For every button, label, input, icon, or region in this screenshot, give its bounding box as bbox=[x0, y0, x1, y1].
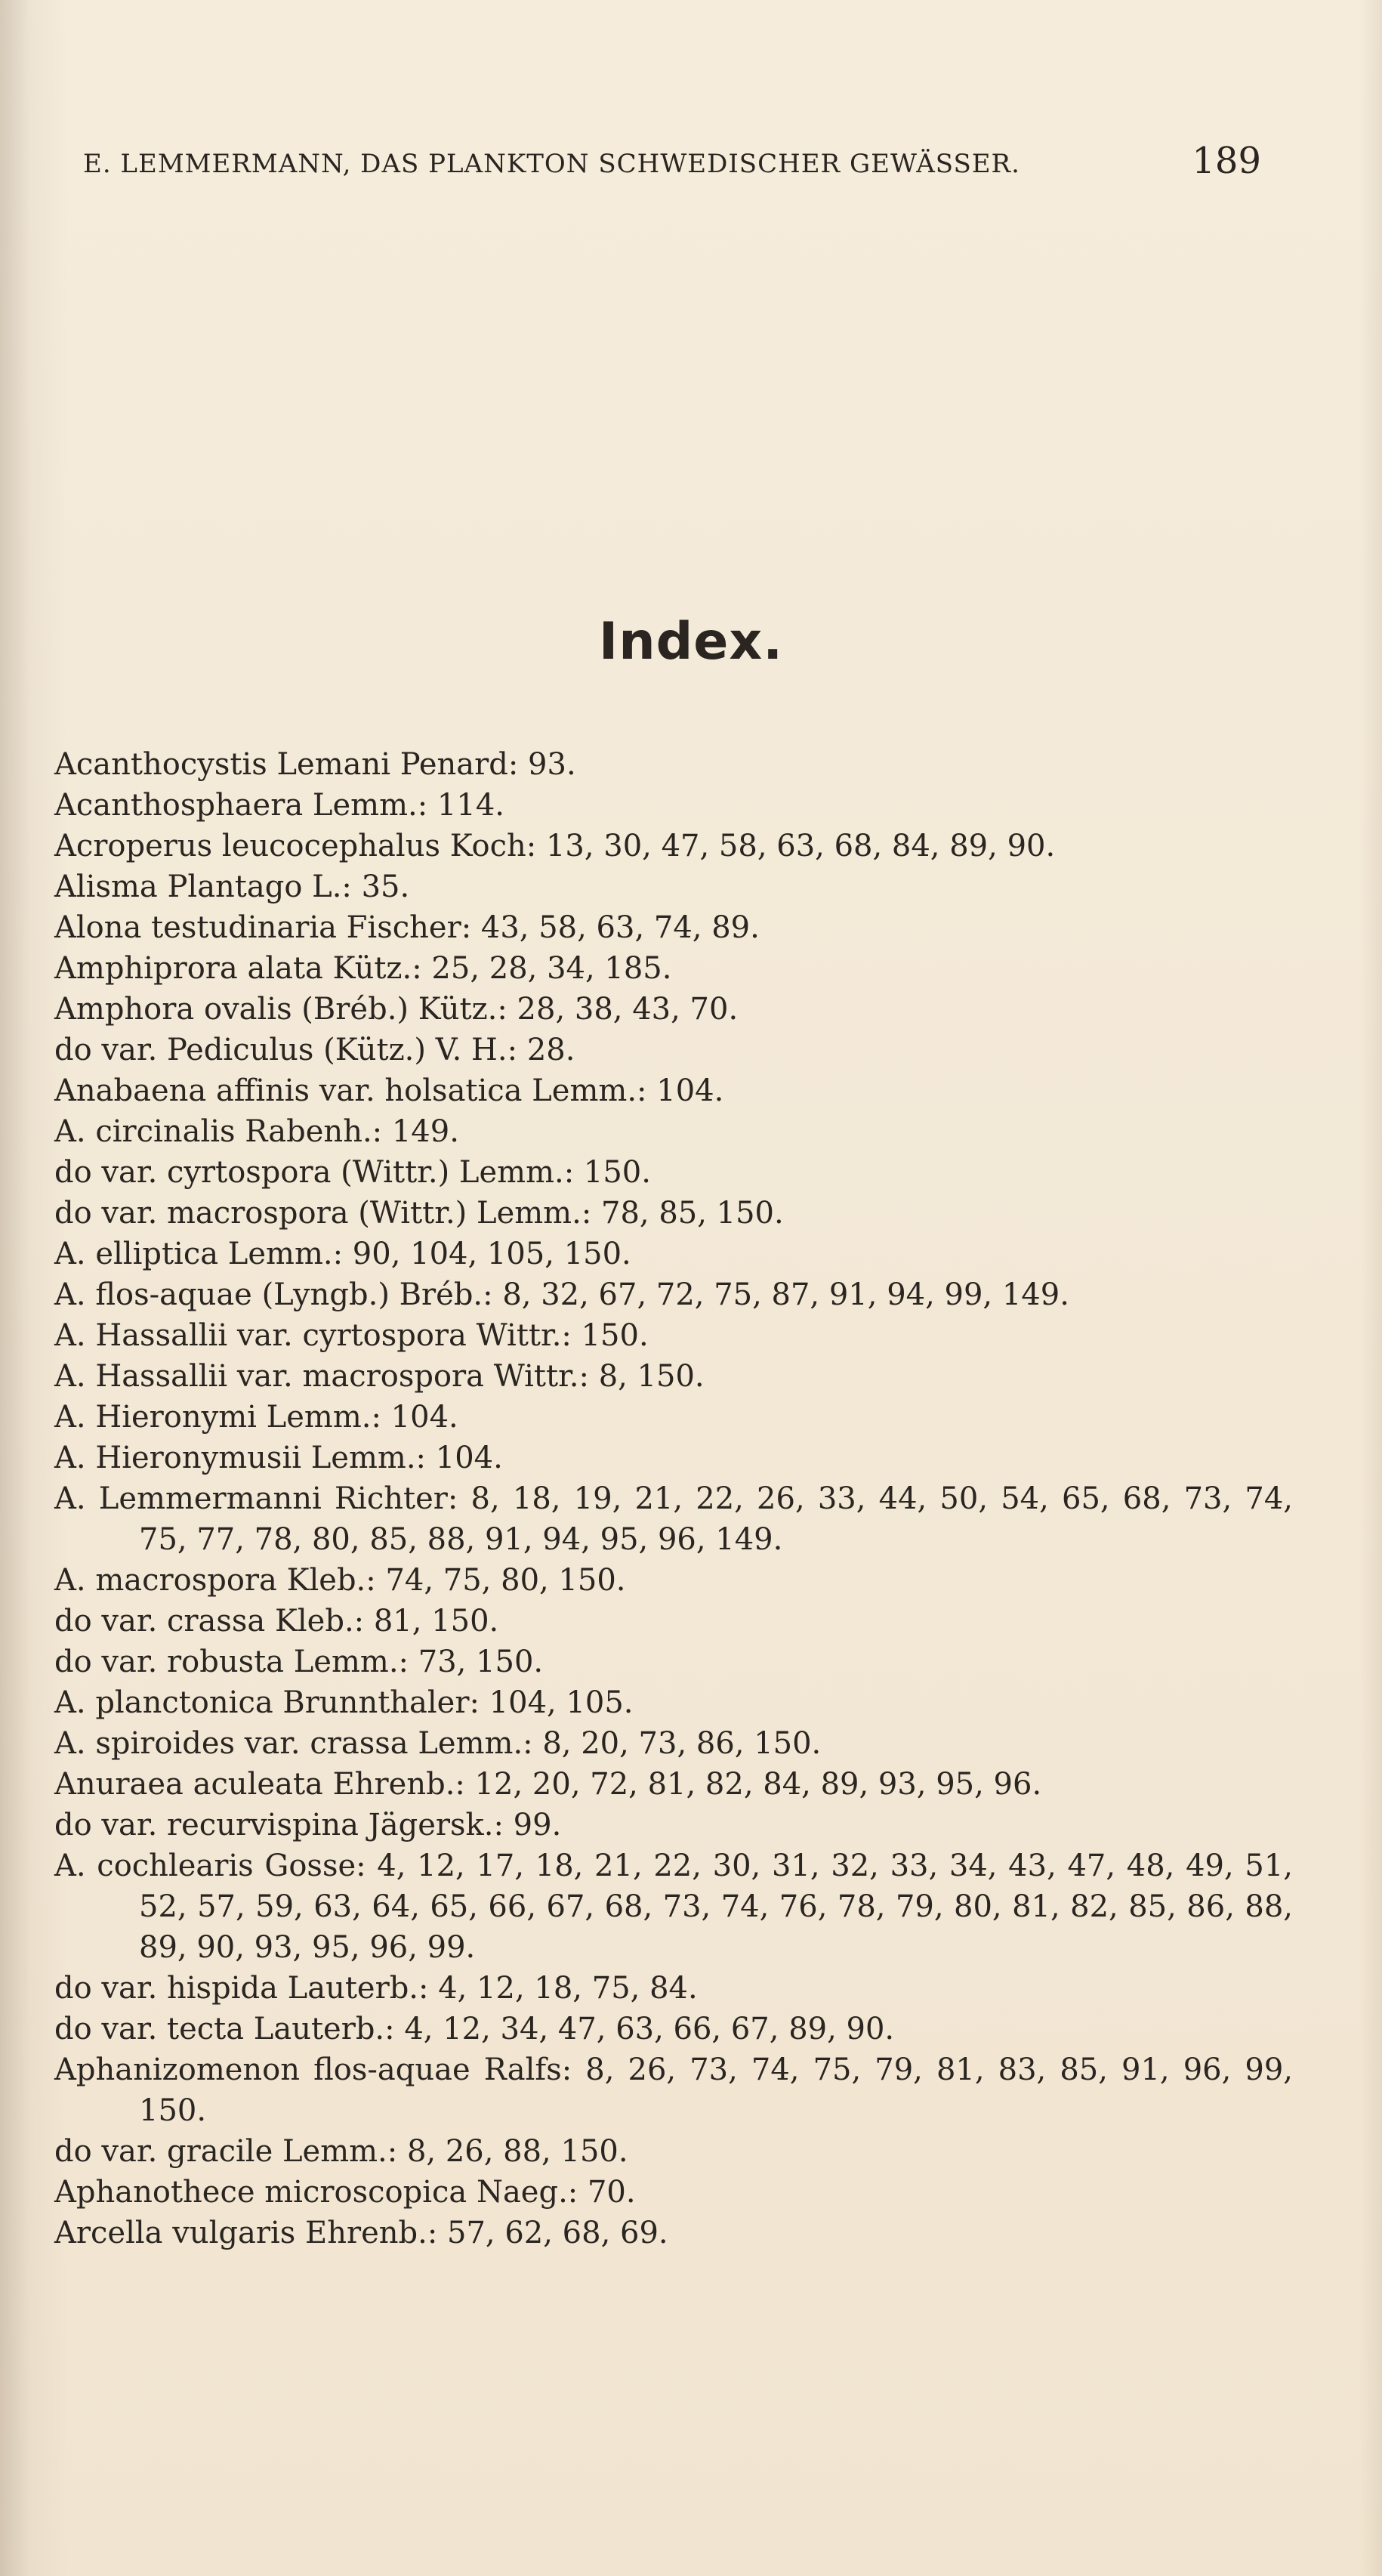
index-entry: A. flos-aquae (Lyngb.) Bréb.: 8, 32, 67, 72, 75, 87, 91, 94, 99, 149. bbox=[54, 1277, 1069, 1312]
index-entry: do var. robusta Lemm.: 73, 150. bbox=[54, 1645, 544, 1679]
index-entry: A. elliptica Lemm.: 90, 104, 105, 150. bbox=[54, 1237, 631, 1271]
index-entry: Amphiprora alata Kütz.: 25, 28, 34, 185. bbox=[54, 951, 672, 986]
index-entry: A. Lemmermanni Richter: 8, 18, 19, 21, 22, 26, 33, 44, 50, 54, 65, 68, 73, 74, 75, 77, 78, 80, 85, 88, 91, 94, 95, 96, 149. bbox=[54, 1481, 1293, 1557]
page-edge-shadow bbox=[1359, 0, 1382, 2576]
index-entry: Aphanothece microscopica Naeg.: 70. bbox=[54, 2175, 636, 2210]
index-entry: A. Hieronymusii Lemm.: 104. bbox=[54, 1441, 503, 1475]
index-entry: A. macrospora Kleb.: 74, 75, 80, 150. bbox=[54, 1563, 626, 1598]
index-title: Index. bbox=[598, 612, 784, 672]
index-entry: do var. Pediculus (Kütz.) V. H.: 28. bbox=[54, 1033, 575, 1067]
index-entry: do var. macrospora (Wittr.) Lemm.: 78, 85, 150. bbox=[54, 1196, 784, 1231]
index-entry: A. Hieronymi Lemm.: 104. bbox=[54, 1400, 458, 1435]
index-entry: Anabaena affinis var. holsatica Lemm.: 104. bbox=[54, 1073, 724, 1108]
index-entry: do var. crassa Kleb.: 81, 150. bbox=[54, 1604, 499, 1639]
index-entry: A. cochlearis Gosse: 4, 12, 17, 18, 21, 22, 30, 31, 32, 33, 34, 43, 47, 48, 49, 51, 52, 57, 59, 63, 64, 65, 66, 67, 68, 73, 74, 76, 78, 79, 80, 81, 82, 85, 86, 88, 89, 90, 93, 95, 96, 99. bbox=[54, 1849, 1293, 1965]
index-entry: A. planctonica Brunnthaler: 104, 105. bbox=[54, 1685, 634, 1720]
index-entry: A. spiroides var. crassa Lemm.: 8, 20, 73, 86, 150. bbox=[54, 1726, 822, 1761]
page-header bbox=[83, 140, 1261, 185]
index-entry: Alisma Plantago L.: 35. bbox=[54, 869, 410, 904]
index-entry: do var. tecta Lauterb.: 4, 12, 34, 47, 63, 66, 67, 89, 90. bbox=[54, 2012, 895, 2046]
index-entry: A. Hassallii var. macrospora Wittr.: 8, 150. bbox=[54, 1359, 705, 1394]
index-entry: Alona testudinaria Fischer: 43, 58, 63, 74, 89. bbox=[54, 910, 760, 945]
index-entry: do var. gracile Lemm.: 8, 26, 88, 150. bbox=[54, 2134, 628, 2169]
index-entry: do var. hispida Lauterb.: 4, 12, 18, 75, 84. bbox=[54, 1971, 698, 2006]
index-entry: Acroperus leucocephalus Koch: 13, 30, 47, 58, 63, 68, 84, 89, 90. bbox=[54, 829, 1056, 863]
index-entry: Aphanizomenon flos-aquae Ralfs: 8, 26, 73, 74, 75, 79, 81, 83, 85, 91, 96, 99, 150. bbox=[54, 2052, 1293, 2128]
index-entry: Anuraea aculeata Ehrenb.: 12, 20, 72, 81, 82, 84, 89, 93, 95, 96. bbox=[54, 1767, 1042, 1802]
index-entry: Arcella vulgaris Ehrenb.: 57, 62, 68, 69. bbox=[54, 2216, 668, 2250]
index-entry: Amphora ovalis (Bréb.) Kütz.: 28, 38, 43, 70. bbox=[54, 992, 739, 1027]
index-entry: A. circinalis Rabenh.: 149. bbox=[54, 1114, 459, 1149]
running-head: E. LEMMERMANN, DAS PLANKTON SCHWEDISCHER GEWÄSSER. bbox=[83, 149, 1020, 179]
index-entry: do var. cyrtospora (Wittr.) Lemm.: 150. bbox=[54, 1155, 651, 1190]
page-number: 189 bbox=[1192, 140, 1261, 182]
index-entry: Acanthocystis Lemani Penard: 93. bbox=[54, 747, 576, 782]
index-entry: Acanthosphaera Lemm.: 114. bbox=[54, 788, 504, 823]
index-entry: A. Hassallii var. cyrtospora Wittr.: 150. bbox=[54, 1318, 649, 1353]
index-entries bbox=[54, 744, 1293, 2253]
index-entry: do var. recurvispina Jägersk.: 99. bbox=[54, 1808, 562, 1842]
